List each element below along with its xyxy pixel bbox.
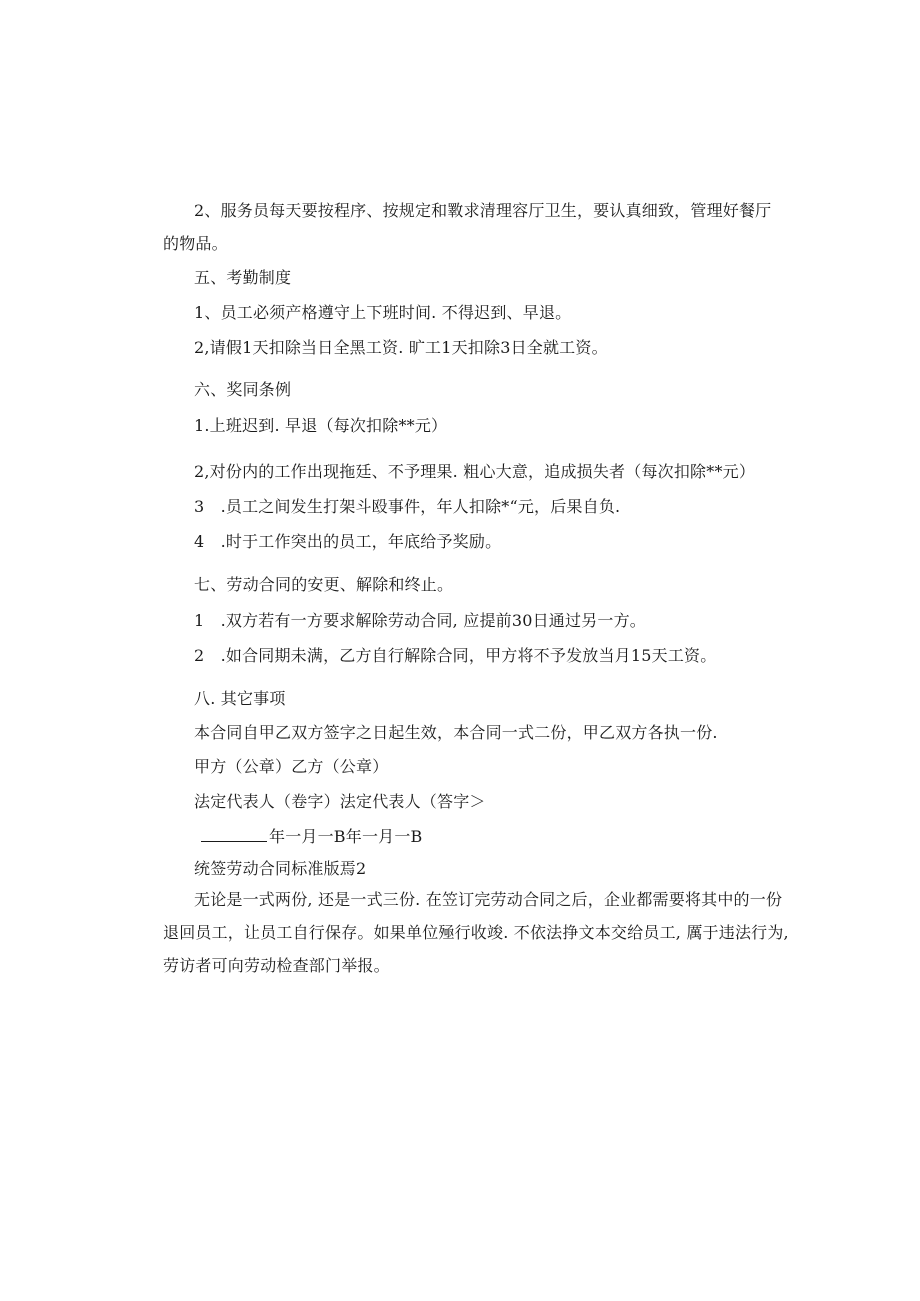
paragraph-line: 无论是一式两份, 还是一式三份. 在笠订完劳动合同之后，企业都需要将其中的一份 bbox=[194, 890, 783, 909]
date-text: 年一月一B年一月一B bbox=[269, 827, 423, 846]
subtitle: 统签劳动合同标准版焉2 bbox=[194, 859, 367, 878]
list-item: 2,对份内的工作出现拖廷、不予理果. 粗心大意，追成损失者（每次扣除**元） bbox=[194, 462, 756, 481]
paragraph-line: 的物品。 bbox=[163, 234, 228, 253]
section-heading: 八. 其它事项 bbox=[194, 689, 286, 708]
list-item: 1.上班迟到. 早退（每次扣除**元） bbox=[194, 416, 448, 435]
section-heading: 七、劳动合同的安更、解除和终止。 bbox=[194, 575, 454, 594]
paragraph-line: 本合同自甲乙双方签字之日起生效，本合同一式二份，甲乙双方各执一份. bbox=[194, 723, 718, 742]
signature-blank bbox=[201, 826, 267, 842]
list-item: 2 .如合同期未满，乙方自行解除合同，甲方将不予发放当月15天工资。 bbox=[194, 646, 717, 665]
list-item: 1 .双方若有一方要求解除劳动合同, 应提前30日通过另一方。 bbox=[194, 611, 646, 630]
paragraph-line: 退回员工，让员工自行保存。如果单位殛行收竣. 不依法挣文本交给员工, 厲于违法行为, bbox=[163, 923, 789, 942]
list-item: 1、员工必须产格遵守上下班时间. 不得迟到、早退。 bbox=[194, 303, 572, 322]
seal-line: 甲方（公章）乙方（公章） bbox=[194, 757, 389, 776]
list-item: 2,请假1天扣除当日全黑工资. 旷工1天扣除3日全就工资。 bbox=[194, 338, 608, 357]
section-heading: 五、考勤制度 bbox=[194, 268, 292, 287]
date-line bbox=[201, 826, 423, 848]
representative-line: 法定代表人（卷字）法定代表人（答字＞ bbox=[194, 792, 486, 811]
section-heading: 六、奖同条例 bbox=[194, 380, 292, 399]
paragraph-line: 劳访者可向劳动检查部门举报。 bbox=[163, 956, 390, 975]
paragraph-line: 2、服务员每天要按程序、按规定和斁求清理容厅卫生，要认真细致，管理好餐厅 bbox=[194, 201, 772, 220]
list-item: 3 .员工之间发生打架斗殴事件，年人扣除*“元，后果自负. bbox=[194, 497, 621, 516]
list-item: 4 .时于工作突出的员工，年底给予奖励。 bbox=[194, 532, 502, 551]
